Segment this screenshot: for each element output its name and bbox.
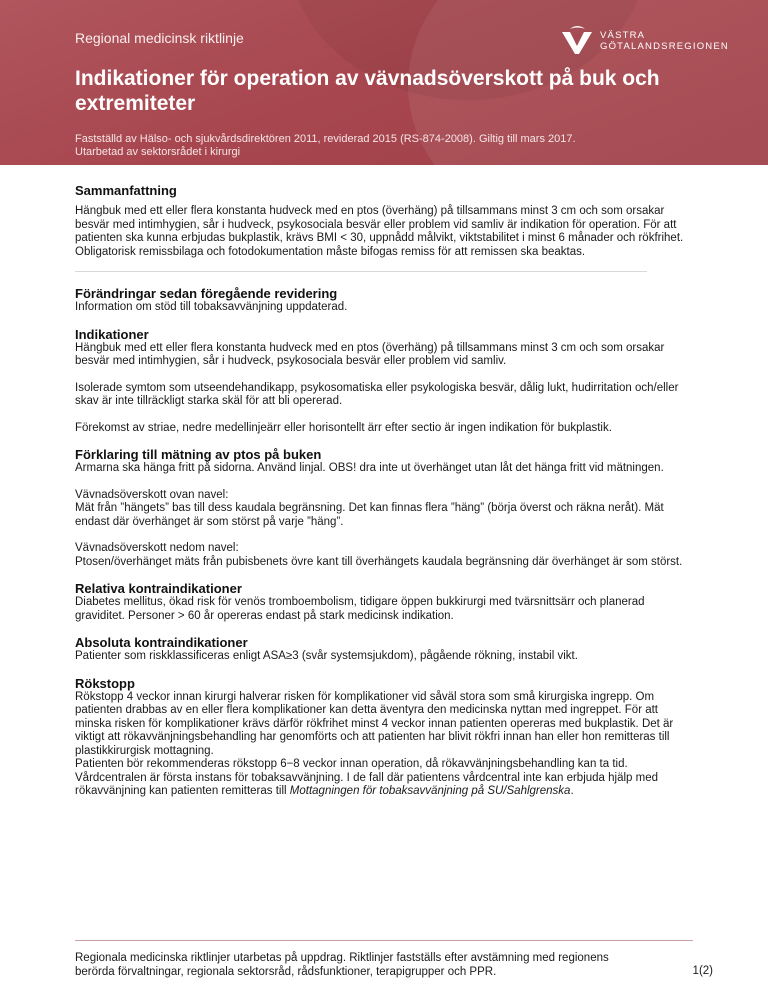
section-heading: Rökstopp [75, 675, 135, 691]
vgr-logo-text [600, 30, 729, 52]
section-measurement [75, 447, 695, 569]
section-paragraph: Mät från ”hängets” bas till dess kaudala begränsning. Det kan finnas flera ”häng” (börja överst och räkna neråt). Mät endast där överhänget är som störst på varje ”häng”. [75, 502, 664, 528]
logo-line-2: GÖTALANDSREGIONEN [600, 41, 729, 52]
section-summary [75, 183, 695, 259]
section-paragraph: Hängbuk med ett eller flera konstanta hudveck med en ptos (överhäng) på tillsammans minst 3 cm och som orsakar besvär med intimhygien, sår i hudveck, psykosociala besvär eller problem vid samliv. [75, 341, 665, 367]
section-text: Patienter som riskklassificeras enligt ASA≥3 (svår systemsjukdom), pågående rökning, instabil vikt. [75, 650, 578, 662]
footer-line-2: berörda förvaltningar, regionala sektorsråd, rådsfunktioner, terapigrupper och PPR. [75, 966, 497, 978]
section-heading: Sammanfattning [75, 183, 177, 198]
meta-author: Utarbetad av sektorsrådet i kirurgi [75, 146, 241, 158]
footer-line-1: Regionala medicinska riktlinjer utarbetas på uppdrag. Riktlinjer fastställs efter avstämning med regionens [75, 952, 609, 964]
document-footer [75, 951, 715, 979]
document-body [75, 183, 695, 811]
section-divider [75, 271, 647, 272]
clinic-reference: Mottagningen för tobaksavvänjning på SU/Sahlgrenska [289, 785, 571, 797]
vgr-logo-icon [560, 26, 594, 56]
paragraph-text: Patienten bör rekommenderas rökstopp 6−8 veckor innan operation, då rökavvänjningsbehandling kan ta tid. Vårdcentralen är första instans för tobaksavvänjning. I de fall där patientens vårdcentral inte kan erbjuda hjälp med rökavvänjning kan patienten remitteras till [75, 758, 659, 797]
section-paragraph: Armarna ska hänga fritt på sidorna. Använd linjal. OBS! dra inte ut överhänget utan låt det hänga fritt vid mätningen. [75, 462, 664, 474]
section-text: Information om stöd till tobaksavvänjning uppdaterad. [75, 301, 348, 313]
page-number: 1(2) [692, 965, 713, 977]
section-paragraph: Förekomst av striae, nedre medellinjeärr eller horisontellt ärr efter sectio är ingen indikation för bukplastik. [75, 421, 612, 434]
paragraph-end: . [570, 785, 574, 797]
document-series-label: Regional medicinsk riktlinje [75, 30, 244, 46]
section-paragraph [75, 758, 695, 799]
section-indications [75, 327, 695, 436]
section-heading: Förändringar sedan föregående revidering [75, 286, 338, 301]
section-heading: Absoluta kontraindikationer [75, 635, 248, 650]
section-paragraph: Ptosen/överhänget mäts från pubisbenets övre kant till överhängets kaudala begränsning där överhänget är som störst. [75, 555, 683, 568]
section-text: Diabetes mellitus, ökad risk för venös tromboembolism, tidigare öppen bukkirurgi med tvärsnittsärr och planerad graviditet. Personer > 60 år opereras endast på stark medicinsk indikation. [75, 596, 645, 622]
document-title: Indikationer för operation av vävnadsöverskott på buk och extremiteter [75, 67, 660, 115]
section-paragraph: Isolerade symtom som utseendehandikapp, psykosomatiska eller psykologiska besvär, dålig lukt, hudirritation och/eller skav är inte tillräckligt starka skäl för att bli opererad. [75, 381, 679, 407]
meta-approval: Fastställd av Hälso- och sjukvårdsdirektören 2011, reviderad 2015 (RS-874-2008). Giltig till mars 2017. [75, 133, 576, 145]
logo-line-1: VÄSTRA [600, 30, 646, 41]
document-meta [75, 133, 715, 159]
section-changes [75, 286, 695, 315]
section-heading: Förklaring till mätning av ptos på buken [75, 447, 322, 462]
section-text: Hängbuk med ett eller flera konstanta hudveck med en ptos (överhäng) på tillsammans minst 3 cm och som orsakar besvär med intimhygien, sår i hudveck, psykosociala besvär eller problem vid samliv är indikation för operation. För att patienten ska kunna erbjudas bukplastik, krävs BMI < 30, uppnådd målvikt, viktstabilitet i minst 6 månader och rökfrihet. Obligatorisk remissbilaga och fotodokumentation måste bifogas remiss för att remissen ska beaktas. [75, 205, 684, 258]
section-subheading: Vävnadsöverskott ovan navel: [75, 488, 229, 501]
document-header [0, 0, 768, 165]
section-subheading: Vävnadsöverskott nedom navel: [75, 542, 239, 554]
vgr-logo [560, 24, 729, 58]
section-heading: Relativa kontraindikationer [75, 581, 242, 596]
section-paragraph: Rökstopp 4 veckor innan kirurgi halverar risken för komplikationer vid såväl stora som små kirurgiska ingrepp. Om patienten drabbas av en eller flera komplikationer kan detta äventyra den medicinska nyttan med ingreppet. För att minska risken för komplikationer krävs därför rökfrihet minst 4 veckor innan patienten opereras med bukplastik. Det är viktigt att rökavvänjningsbehandling har genomförts och att patienten har blivit rökfri innan han eller hon remitteras till plastikkirurgisk mottagning. [75, 690, 674, 757]
footer-divider [75, 940, 693, 941]
section-smoking-stop [75, 676, 695, 799]
section-heading: Indikationer [75, 326, 149, 342]
section-relative-contraindications [75, 581, 695, 623]
section-absolute-contraindications [75, 635, 695, 664]
